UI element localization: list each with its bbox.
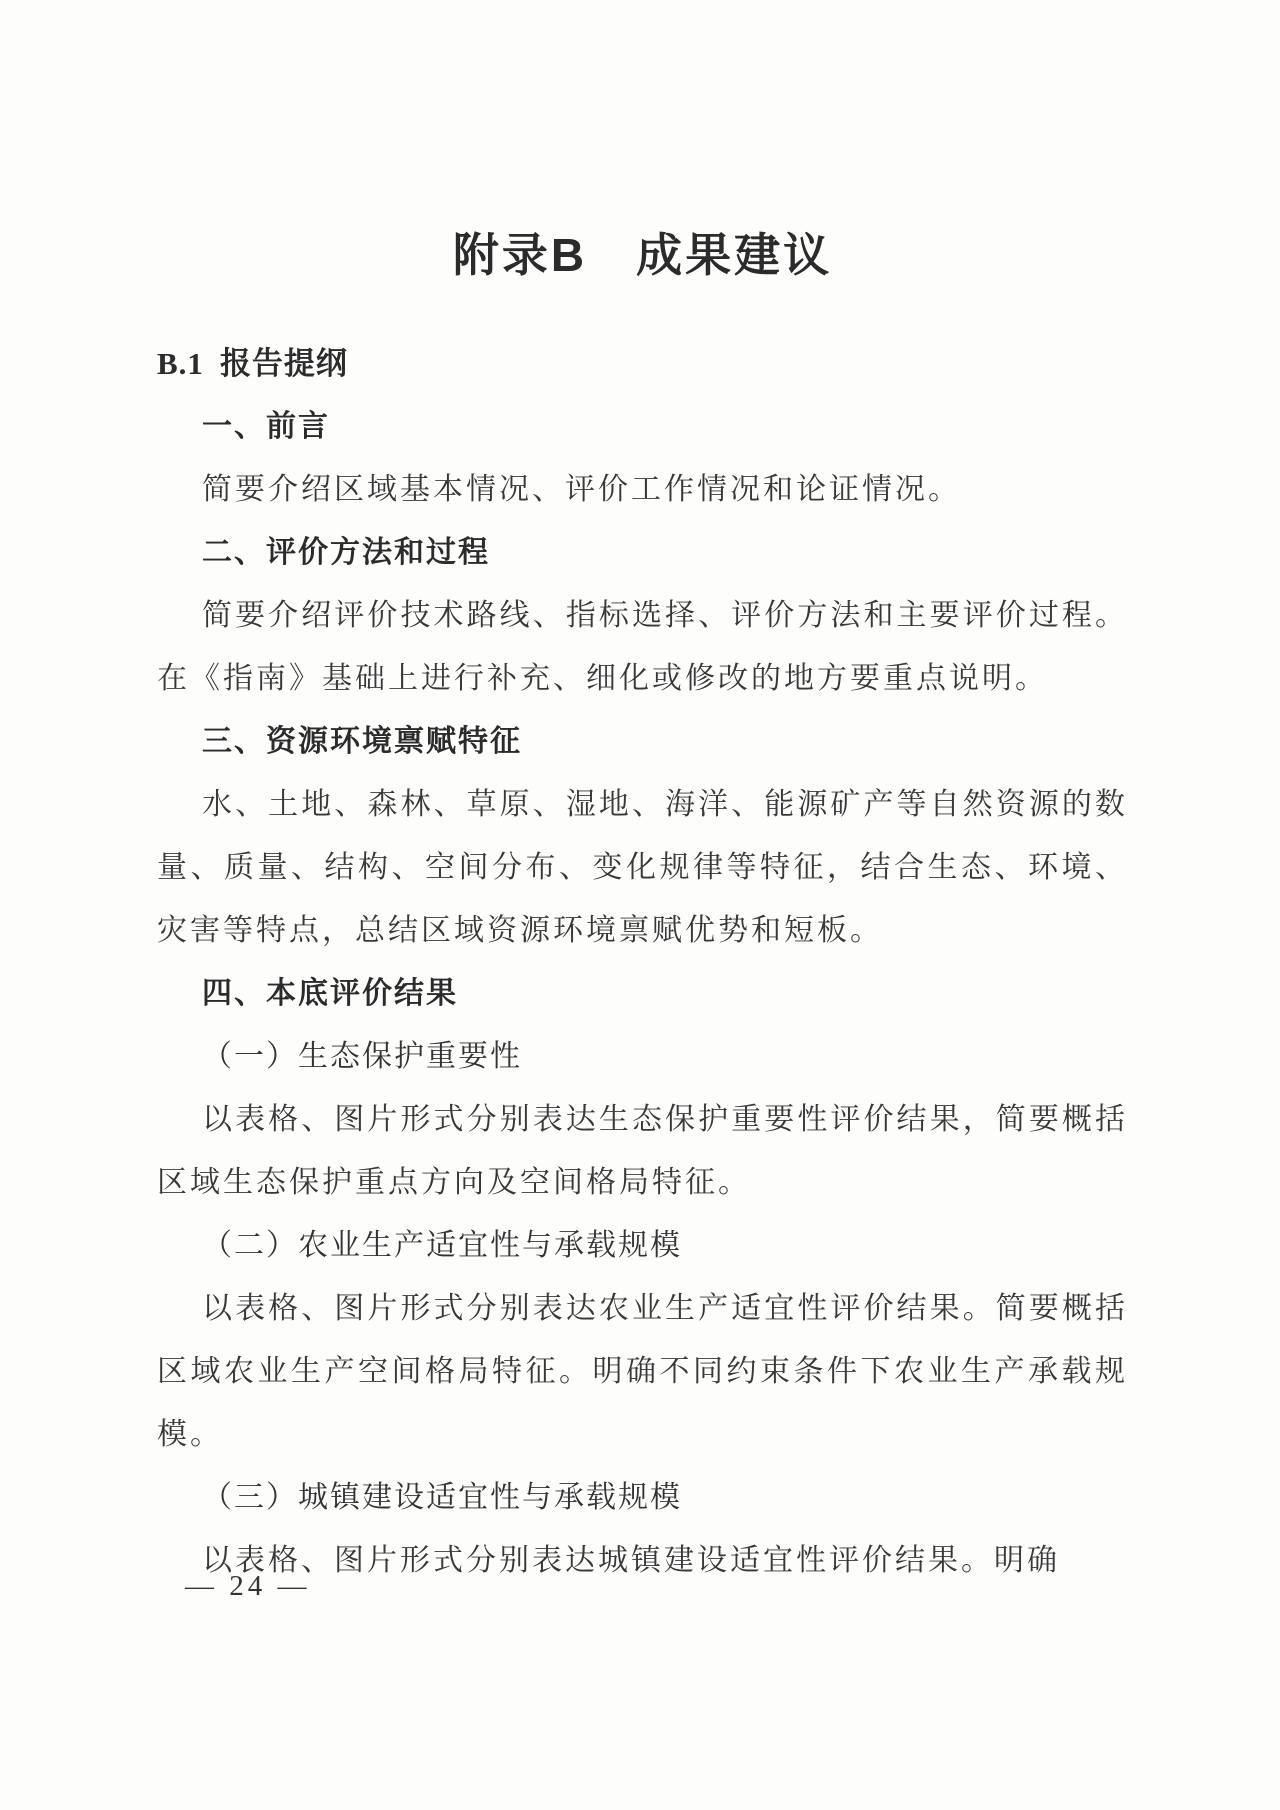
- paragraph: 以表格、图片形式分别表达生态保护重要性评价结果，简要概括区域生态保护重点方向及空间格局特征。: [157, 1103, 1128, 1199]
- section-heading-3: 三、资源环境禀赋特征: [202, 725, 522, 758]
- sub-heading-2: （二）农业生产适宜性与承载规模: [202, 1229, 682, 1262]
- outline-title: 报告提纲: [219, 346, 348, 381]
- sub-heading-3: （三）城镇建设适宜性与承载规模: [202, 1481, 682, 1514]
- page-title: 附录B 成果建议: [452, 229, 833, 281]
- paragraph: 以表格、图片形式分别表达农业生产适宜性评价结果。简要概括区域农业生产空间格局特征。明确不同约束条件下农业生产承载规模。: [157, 1292, 1128, 1451]
- section-heading-4: 四、本底评价结果: [202, 977, 458, 1010]
- content-area: [157, 180, 1128, 1592]
- paragraph: 简要介绍评价技术路线、指标选择、评价方法和主要评价过程。在《指南》基础上进行补充、细化或修改的地方要重点说明。: [157, 599, 1128, 695]
- paragraph: 以表格、图片形式分别表达城镇建设适宜性评价结果。明确: [202, 1544, 1060, 1577]
- paragraph: 水、土地、森林、草原、湿地、海洋、能源矿产等自然资源的数量、质量、结构、空间分布、变化规律等特征，结合生态、环境、灾害等特点，总结区域资源环境禀赋优势和短板。: [157, 788, 1128, 947]
- page-number: — 24 —: [185, 1570, 311, 1602]
- outline-heading: [157, 332, 1128, 395]
- section-heading-2: 二、评价方法和过程: [202, 536, 490, 569]
- outline-number: B.1: [157, 346, 204, 381]
- section-heading-1: 一、前言: [202, 410, 330, 443]
- sub-heading-1: （一）生态保护重要性: [202, 1040, 522, 1073]
- paragraph: 简要介绍区域基本情况、评价工作情况和论证情况。: [202, 473, 961, 506]
